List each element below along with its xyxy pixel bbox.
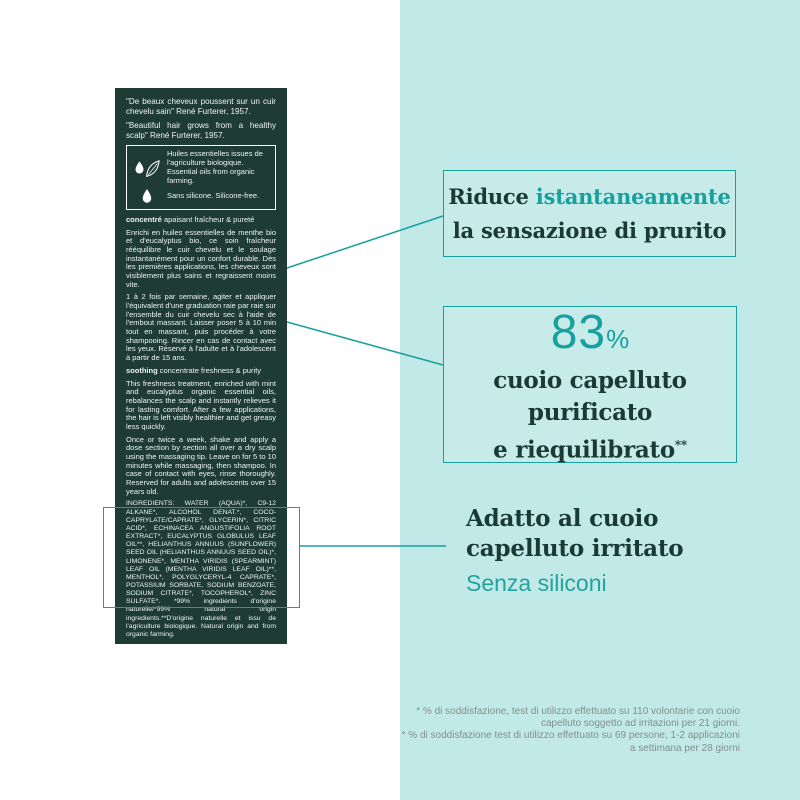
water-drop-icon (132, 188, 162, 205)
stat-line3-text: e riequilibrato (493, 436, 675, 464)
claim-box-83-percent (443, 306, 737, 463)
water-drop-leaf-icon (132, 156, 162, 180)
stat-percent-sign: % (606, 323, 630, 354)
claim-itch-line2: la sensazione di prurito (452, 217, 727, 243)
stat-line1: cuoio capelluto (493, 366, 687, 394)
stat-line3 (493, 429, 687, 467)
english-usage: Once or twice a week, shake and apply a dose section by section all over a dry scalp using the massaging tip. Leave on for 5 to 10 minutes while massaging, then shampoo. In case of contact with eyes, rinse thoroughly. Reserved for adults and adolescents over 15 years old. (126, 434, 276, 496)
ingredients-callout-box (103, 507, 300, 608)
quote-french: "De beaux cheveux poussent sur un cuir chevelu sain" René Furterer, 1957. (126, 97, 276, 116)
claim-box-itch-reduction (443, 170, 736, 257)
suitable-line2: capelluto irritato (466, 535, 684, 562)
suitable-line1: Adatto al cuoio (466, 505, 659, 532)
essential-oils-row (132, 150, 270, 185)
stat-footnote-mark: ** (674, 437, 687, 452)
quote-english: "Beautiful hair grows from a healthy scalp" René Furterer, 1957. (126, 120, 276, 140)
claim-itch-line1 (448, 180, 730, 214)
footnotes (400, 706, 740, 755)
connector-line-stat-claim (287, 322, 443, 365)
english-heading-rest: concentrate freshness & purity (157, 365, 262, 375)
ingredients-list: INGREDIENTS: WATER (AQUA)*, C9-12 ALKANE*, ALCOHOL DENAT.*, COCO-CAPRYLATE/CAPRATE*, GLYCERIN*, CITRIC ACID*, ECHINACEA ANGUSTIFOLIA ROOT EXTRACT*, EUCALYPTUS GLOBULUS LEAF OIL**, HELIANTHUS ANNUUS (SUNFLOWER) SEED OIL (HELIANTHUS ANNUUS SEED OIL)*, LIMONENE*, MENTHA VIRIDIS (SPEARMINT) LEAF OIL (MENTHA VIRIDIS LEAF OIL)**, MENTHOL*, POLYGLYCERYL-4 CAPRATE*, POTASSIUM SORBATE, SODIUM BENZOATE, SODIUM CITRATE*, TOCOPHEROL*, ZINC SULFATE*. *99% ingredients d'origine naturelle/*99% natural origin ingredients.**D'origine naturelle et issu de l'agriculture biologique. Natural origin and from organic farming. (126, 500, 276, 638)
essential-oils-text: Huiles essentielles issues de l'agriculture biologique. Essential oils from organic farming. (167, 149, 263, 185)
silicone-free-claim: Senza siliconi (466, 570, 607, 596)
claim-suitable-scalp (466, 504, 683, 597)
stat-value (551, 307, 630, 365)
claim-itch-highlight: istantaneamente (535, 183, 731, 209)
footnote-1: * % di soddisfazione, test di utilizzo effettuato su 110 volontarie con cuoio capelluto soggetto ad irritazioni per 21 giorni. (416, 706, 740, 730)
french-description: Enrichi en huiles essentielles de menthe bio et d'eucalyptus bio, ce soin fraîcheur rééquilibre le cuir chevelu et le soulage instantanément pour un confort durable. Dès les premières applications, les cheveux sont visiblement plus sains et regraissent moins vite. (126, 227, 276, 289)
connector-line-itch-claim (287, 216, 443, 268)
claim-itch-part1: Riduce (448, 183, 536, 209)
stat-number: 83 (550, 305, 607, 359)
footnote-2: * % di soddisfazione test di utilizzo effettuato su 69 persone, 1-2 applicazioni a settimana per 28 giorni (401, 730, 740, 754)
english-heading (126, 367, 276, 376)
french-heading-lead: concentré (126, 214, 162, 224)
silicone-free-row (132, 188, 270, 205)
stat-line2: purificato (527, 398, 653, 426)
french-heading (126, 216, 276, 225)
organic-certification-box (126, 145, 276, 209)
english-description: This freshness treatment, enriched with mint and eucalyptus organic essential oils, rebalances the scalp and instantly relieves it for lasting comfort. After a few applications, the hair is left visibly healthier and get greasy less quickly. (126, 378, 276, 431)
french-heading-rest: apaisant fraîcheur & pureté (161, 214, 255, 224)
silicone-free-text: Sans silicone. Silicone-free. (167, 190, 260, 200)
english-heading-lead: soothing (126, 365, 158, 375)
french-usage: 1 à 2 fois par semaine, agiter et appliquer l'équivalent d'une graduation raie par raie sur l'ensemble du cuir chevelu sec à l'aide de l'embout massant. Laisser poser 5 à 10 min tout en massant, puis procéder à votre shampooing. Rincer en cas de contact avec les yeux. Réservé à l'adulte et à l'adolescent à partir de 15 ans. (126, 292, 276, 363)
